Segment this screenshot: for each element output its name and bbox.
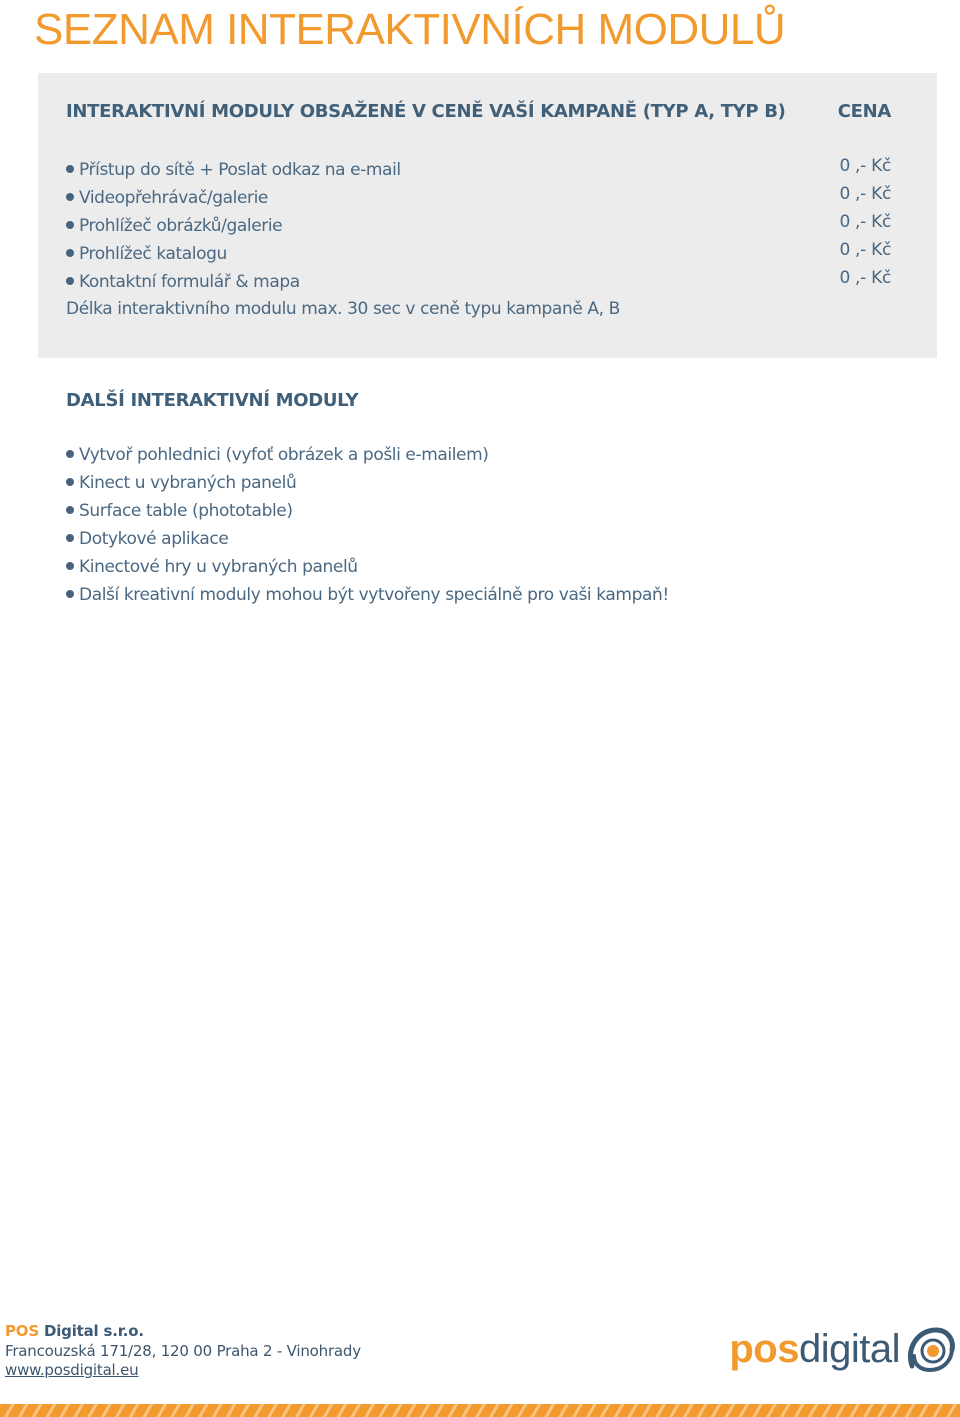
list-item [66,497,669,525]
company-name-pos: POS [5,1322,39,1340]
logo-text [729,1327,900,1371]
module-label: Vytvoř pohlednici (vyfoť obrázek a pošli e-mailem) [79,445,489,465]
list-item [66,156,401,184]
module-label: Přístup do sítě + Poslat odkaz na e-mail [79,160,401,180]
posdigital-logo [729,1323,956,1375]
bullet-icon [66,478,74,486]
company-name [5,1322,361,1342]
footer-contact [5,1322,361,1381]
module-label: Další kreativní moduly mohou být vytvořeny speciálně pro vaši kampaň! [79,585,669,605]
other-modules-heading: DALŠÍ INTERAKTIVNÍ MODULY [66,390,359,411]
module-label: Kinectové hry u vybraných panelů [79,557,358,577]
list-item [66,469,669,497]
list-item [66,212,401,240]
bullet-icon [66,277,74,285]
list-item [66,581,669,609]
bullet-icon [66,193,74,201]
company-address: Francouzská 171/28, 120 00 Praha 2 - Vinohrady [5,1341,361,1360]
module-label: Prohlížeč katalogu [79,244,227,264]
logo-text-digital: digital [798,1327,900,1371]
module-label: Surface table (phototable) [79,501,293,521]
list-item [66,184,401,212]
module-label: Videopřehrávač/galerie [79,188,268,208]
module-label: Prohlížeč obrázků/galerie [79,216,283,236]
list-item [66,268,401,296]
footer-stripe [0,1404,960,1417]
website-link[interactable]: www.posdigital.eu [5,1361,139,1379]
list-item [66,240,401,268]
included-modules-list [66,156,401,296]
module-duration-note: Délka interaktivního modulu max. 30 sec v ceně typu kampaně A, B [66,299,620,319]
other-modules-list [66,441,669,609]
bullet-icon [66,450,74,458]
module-label: Dotykové aplikace [79,529,229,549]
list-item [66,553,669,581]
price-list [839,152,891,292]
logo-text-pos: pos [729,1327,799,1371]
module-label: Kinect u vybraných panelů [79,473,297,493]
list-item [66,525,669,553]
module-price: 0 ,- Kč [839,212,891,232]
price-column-heading: CENA [837,101,891,122]
bullet-icon [66,534,74,542]
included-modules-heading: INTERAKTIVNÍ MODULY OBSAŽENÉ V CENĚ VAŠÍ KAMPANĚ (TYP A, TYP B) [66,101,786,122]
module-price: 0 ,- Kč [839,184,891,204]
bullet-icon [66,590,74,598]
module-price: 0 ,- Kč [839,268,891,288]
bullet-icon [66,221,74,229]
company-name-rest: Digital s.r.o. [43,1322,144,1340]
bullet-icon [66,562,74,570]
bullet-icon [66,249,74,257]
module-price: 0 ,- Kč [839,240,891,260]
list-item [66,441,669,469]
module-label: Kontaktní formulář & mapa [79,272,300,292]
bullet-icon [66,506,74,514]
module-price: 0 ,- Kč [839,156,891,176]
page-title: SEZNAM INTERAKTIVNÍCH MODULŮ [34,5,786,54]
included-modules-panel [38,73,937,358]
bullet-icon [66,165,74,173]
eye-swirl-icon [906,1326,956,1372]
